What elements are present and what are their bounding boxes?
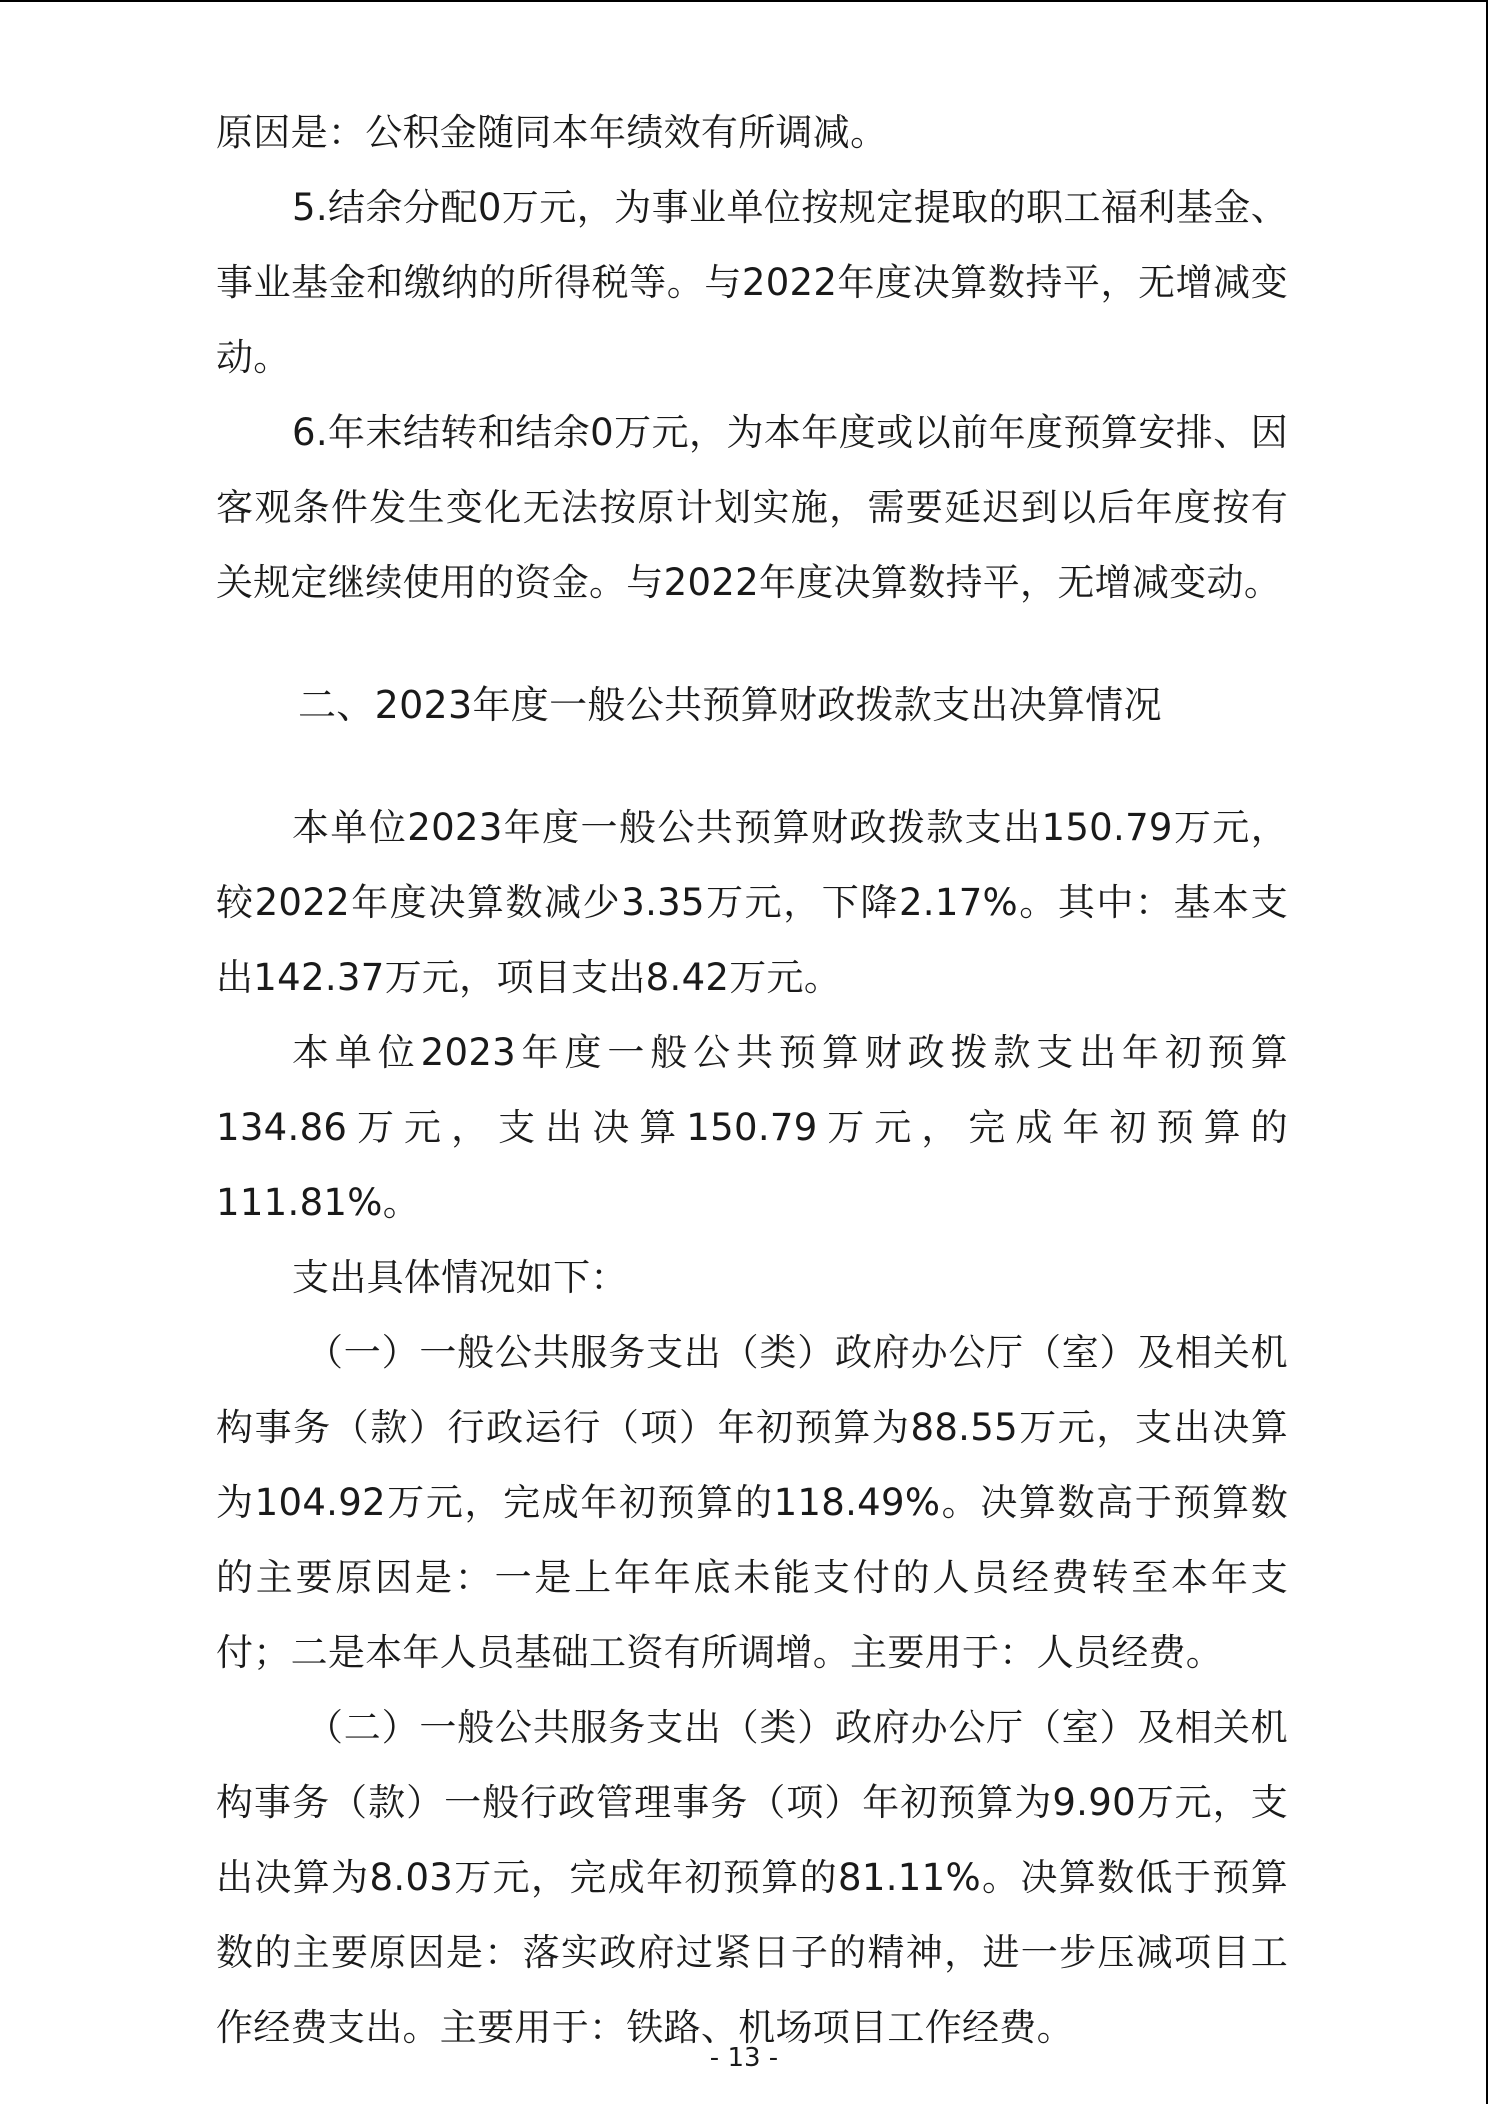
page-border-top <box>0 0 1488 2</box>
document-body <box>216 95 1288 2065</box>
paragraph-expenditure-summary: 本单位2023年度一般公共预算财政拨款支出150.79万元，较2022年度决算数减少3.35万元，下降2.17%。其中：基本支出142.37万元，项目支出8.42万元。 <box>216 806 1288 999</box>
page-number: - 13 - <box>709 2043 779 2073</box>
paragraph-continuation: 原因是：公积金随同本年绩效有所调减。 <box>216 111 888 154</box>
paragraph-details-intro: 支出具体情况如下： <box>292 1256 628 1299</box>
paragraph-year-end-carryover: 6.年末结转和结余0万元，为本年度或以前年度预算安排、因客观条件发生变化无法按原计划实施，需要延迟到以后年度按有关规定继续使用的资金。与2022年度决算数持平，无增减变动。 <box>216 411 1288 604</box>
section-heading: 二、2023年度一般公共预算财政拨款支出决算情况 <box>298 683 1162 727</box>
paragraph-item-two: （二）一般公共服务支出（类）政府办公厅（室）及相关机构事务（款）一般行政管理事务（项）年初预算为9.90万元，支出决算为8.03万元，完成年初预算的81.11%。决算数低于预算数的主要原因是：落实政府过紧日子的精神，进一步压减项目工作经费支出。主要用于：铁路、机场项目工作经费。 <box>216 1706 1288 2049</box>
paragraph-budget-completion: 本单位2023年度一般公共预算财政拨款支出年初预算134.86万元，支出决算150.79万元，完成年初预算的111.81%。 <box>216 1031 1288 1224</box>
paragraph-surplus-distribution: 5.结余分配0万元，为事业单位按规定提取的职工福利基金、事业基金和缴纳的所得税等。与2022年度决算数持平，无增减变动。 <box>216 186 1288 379</box>
paragraph-item-one: （一）一般公共服务支出（类）政府办公厅（室）及相关机构事务（款）行政运行（项）年初预算为88.55万元，支出决算为104.92万元，完成年初预算的118.49%。决算数高于预算数的主要原因是：一是上年年底未能支付的人员经费转至本年支付；二是本年人员基础工资有所调增。主要用于：人员经费。 <box>216 1331 1288 1674</box>
